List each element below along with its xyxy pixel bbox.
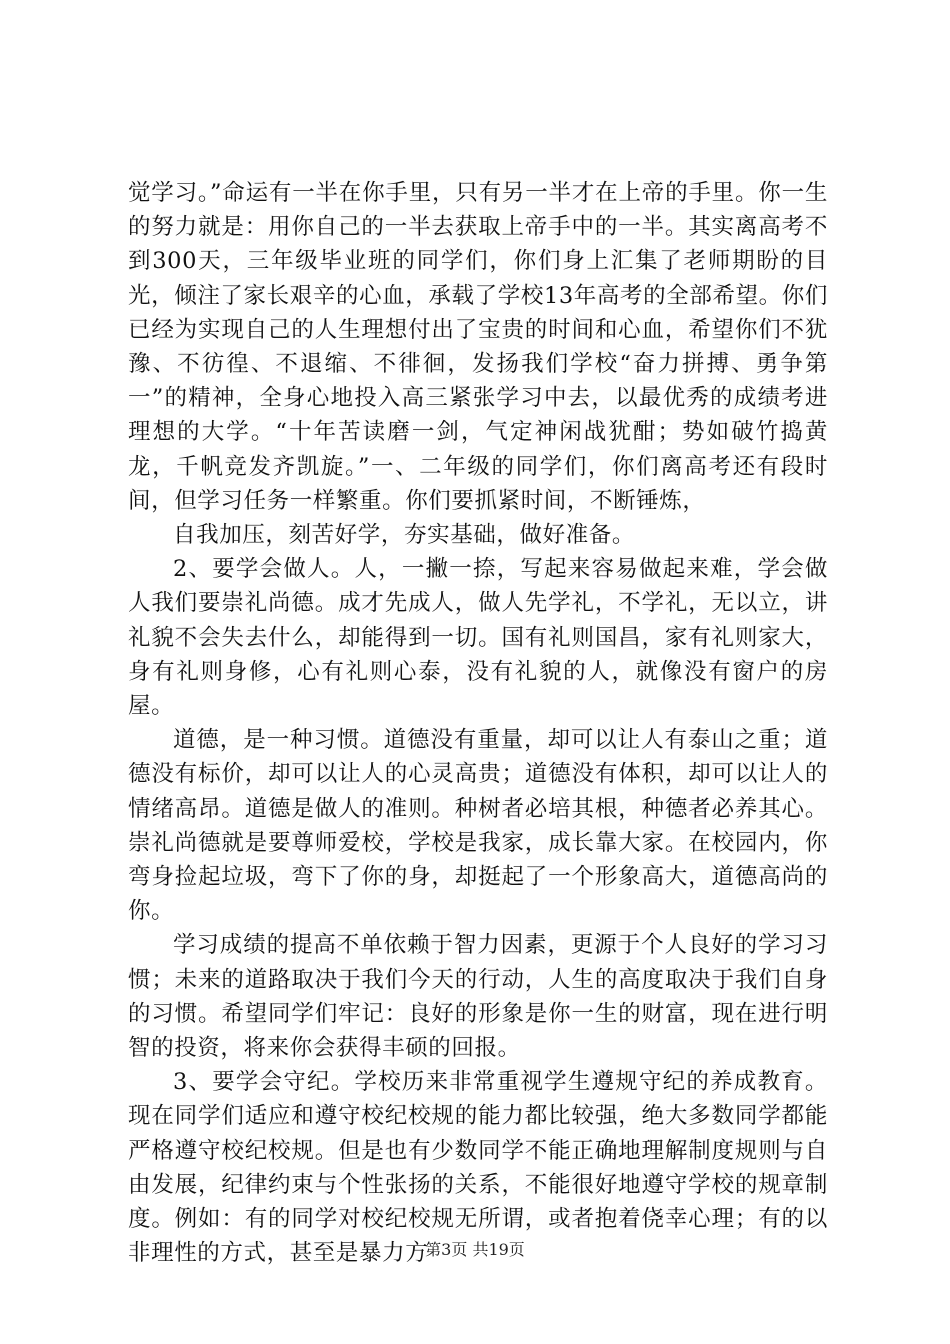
- page-number-footer: 第3页 共19页: [425, 1240, 525, 1259]
- paragraph-5: 学习成绩的提高不单依赖于智力因素，更源于个人良好的学习习惯；未来的道路取决于我们今天的行动，人生的高度取决于我们自身的习惯。希望同学们牢记：良好的形象是你一生的财富，现在进行明智的投资，将来你会获得丰硕的回报。: [128, 932, 828, 1062]
- paragraph-3: 2、要学会做人。人，一撇一捺，写起来容易做起来难，学会做人我们要崇礼尚德。成才先成人，做人先学礼，不学礼，无以立，讲礼貌不会失去什么，却能得到一切。国有礼则国昌，家有礼则家大，身有礼则身修，心有礼则心泰，没有礼貌的人，就像没有窗户的房屋。: [128, 556, 828, 720]
- paragraph-6: 3、要学会守纪。学校历来非常重视学生遵规守纪的养成教育。现在同学们适应和遵守校纪校规的能力都比较强，绝大多数同学都能严格遵守校纪校规。但是也有少数同学不能正确地理解制度规则与自由发展，纪律约束与个性张扬的关系，不能很好地遵守学校的规章制度。例如：有的同学对校纪校规无所谓，或者抱着侥幸心理；有的以非理性的方式，甚至是暴力方: [128, 1069, 828, 1267]
- paragraph-1: 觉学习。”命运有一半在你手里，只有另一半才在上帝的手里。你一生的努力就是：用你自己的一半去获取上帝手中的一半。其实离高考不到300天，三年级毕业班的同学们，你们身上汇集了老师期盼的目光，倾注了家长艰辛的心血，承载了学校13年高考的全部希望。你们已经为实现自己的人生理想付出了宝贵的时间和心血，希望你们不犹豫、不彷徨、不退缩、不徘徊，发扬我们学校“奋力拼搏、勇争第一”的精神，全身心地投入高三紧张学习中去，以最优秀的成绩考进理想的大学。“十年苦读磨一剑，气定神闲战犹酣；势如破竹捣黄龙，千帆竞发齐凯旋。”一、二年级的同学们，你们离高考还有段时间，但学习任务一样繁重。你们要抓紧时间，不断锤炼，: [128, 180, 828, 514]
- paragraph-2: 自我加压，刻苦好学，夯实基础，做好准备。: [173, 522, 636, 549]
- paragraph-4: 道德，是一种习惯。道德没有重量，却可以让人有泰山之重；道德没有标价，却可以让人的心灵高贵；道德没有体积，却可以让人的情绪高昂。道德是做人的准则。种树者必培其根，种德者必养其心。崇礼尚德就是要尊师爱校，学校是我家，成长靠大家。在校园内，你弯身捡起垃圾，弯下了你的身，却挺起了一个形象高大，道德高尚的你。: [128, 727, 828, 925]
- document-body: [128, 176, 828, 1271]
